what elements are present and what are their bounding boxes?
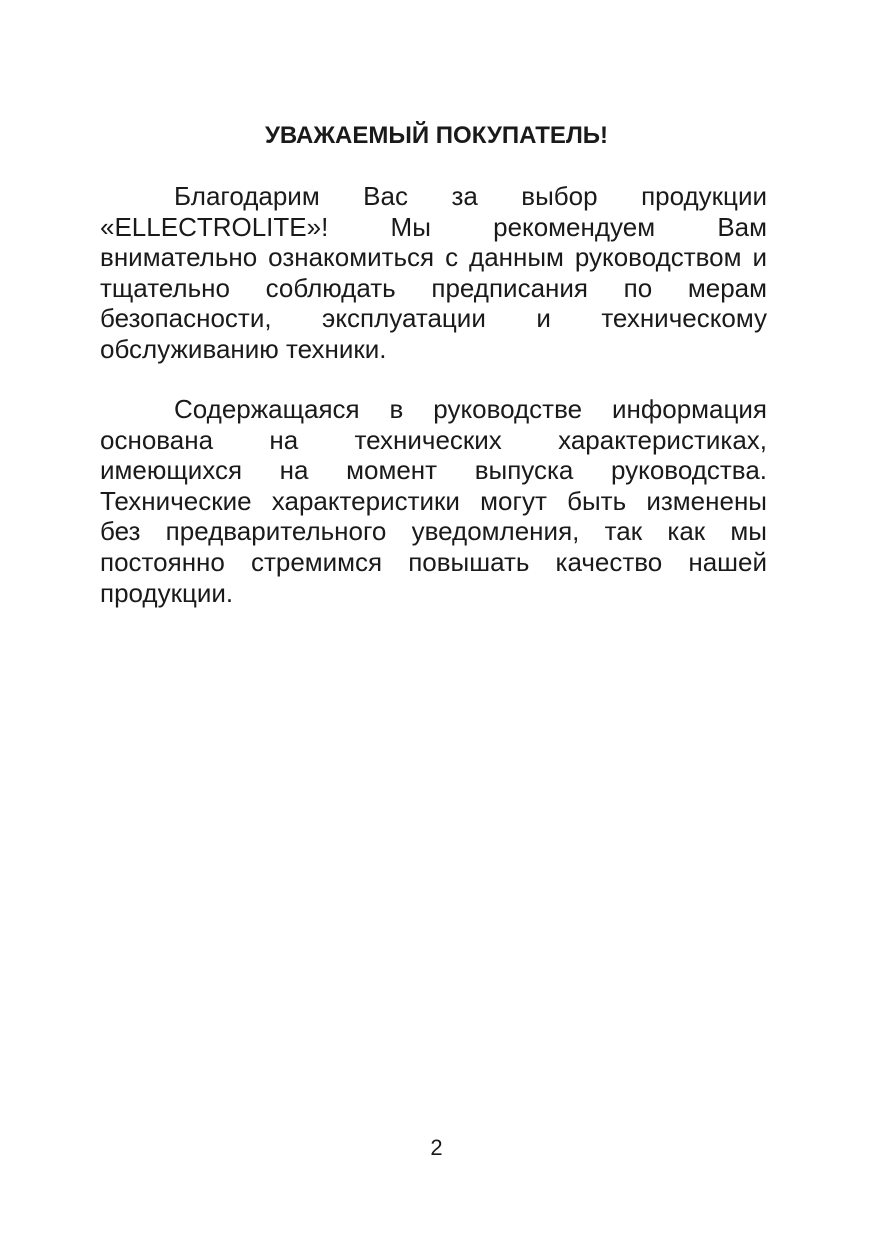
- paragraph-line: основана на технических характеристиках,: [100, 424, 767, 455]
- paragraph-greeting: [100, 181, 767, 365]
- paragraph-line: постоянно стремимся повышать качество нашей: [100, 546, 767, 577]
- paragraph-line: тщательно соблюдать предписания по мерам: [100, 272, 767, 303]
- page-title: УВАЖАЕМЫЙ ПОКУПАТЕЛЬ!: [264, 122, 609, 149]
- paragraph-line: Технические характеристики могут быть изменены: [100, 485, 767, 516]
- paragraph-line: обслуживанию техники.: [100, 333, 387, 364]
- paragraph-line: безопасности, эксплуатации и техническому: [100, 303, 767, 334]
- paragraph-line: Благодарим Вас за выбор продукции: [174, 181, 767, 211]
- page-number: 2: [430, 1135, 443, 1160]
- paragraph-line: продукции.: [100, 577, 234, 608]
- paragraph-line: «ELLECTROLITE»! Мы рекомендуем Вам: [100, 211, 767, 242]
- paragraph-line: Содержащаяся в руководстве информация: [174, 394, 767, 424]
- paragraph-line: внимательно ознакомиться с данным руководством и: [100, 242, 767, 273]
- paragraph-line: имеющихся на момент выпуска руководства.: [100, 455, 767, 486]
- paragraph-disclaimer: [100, 394, 767, 608]
- paragraph-line: без предварительного уведомления, так как мы: [100, 516, 767, 547]
